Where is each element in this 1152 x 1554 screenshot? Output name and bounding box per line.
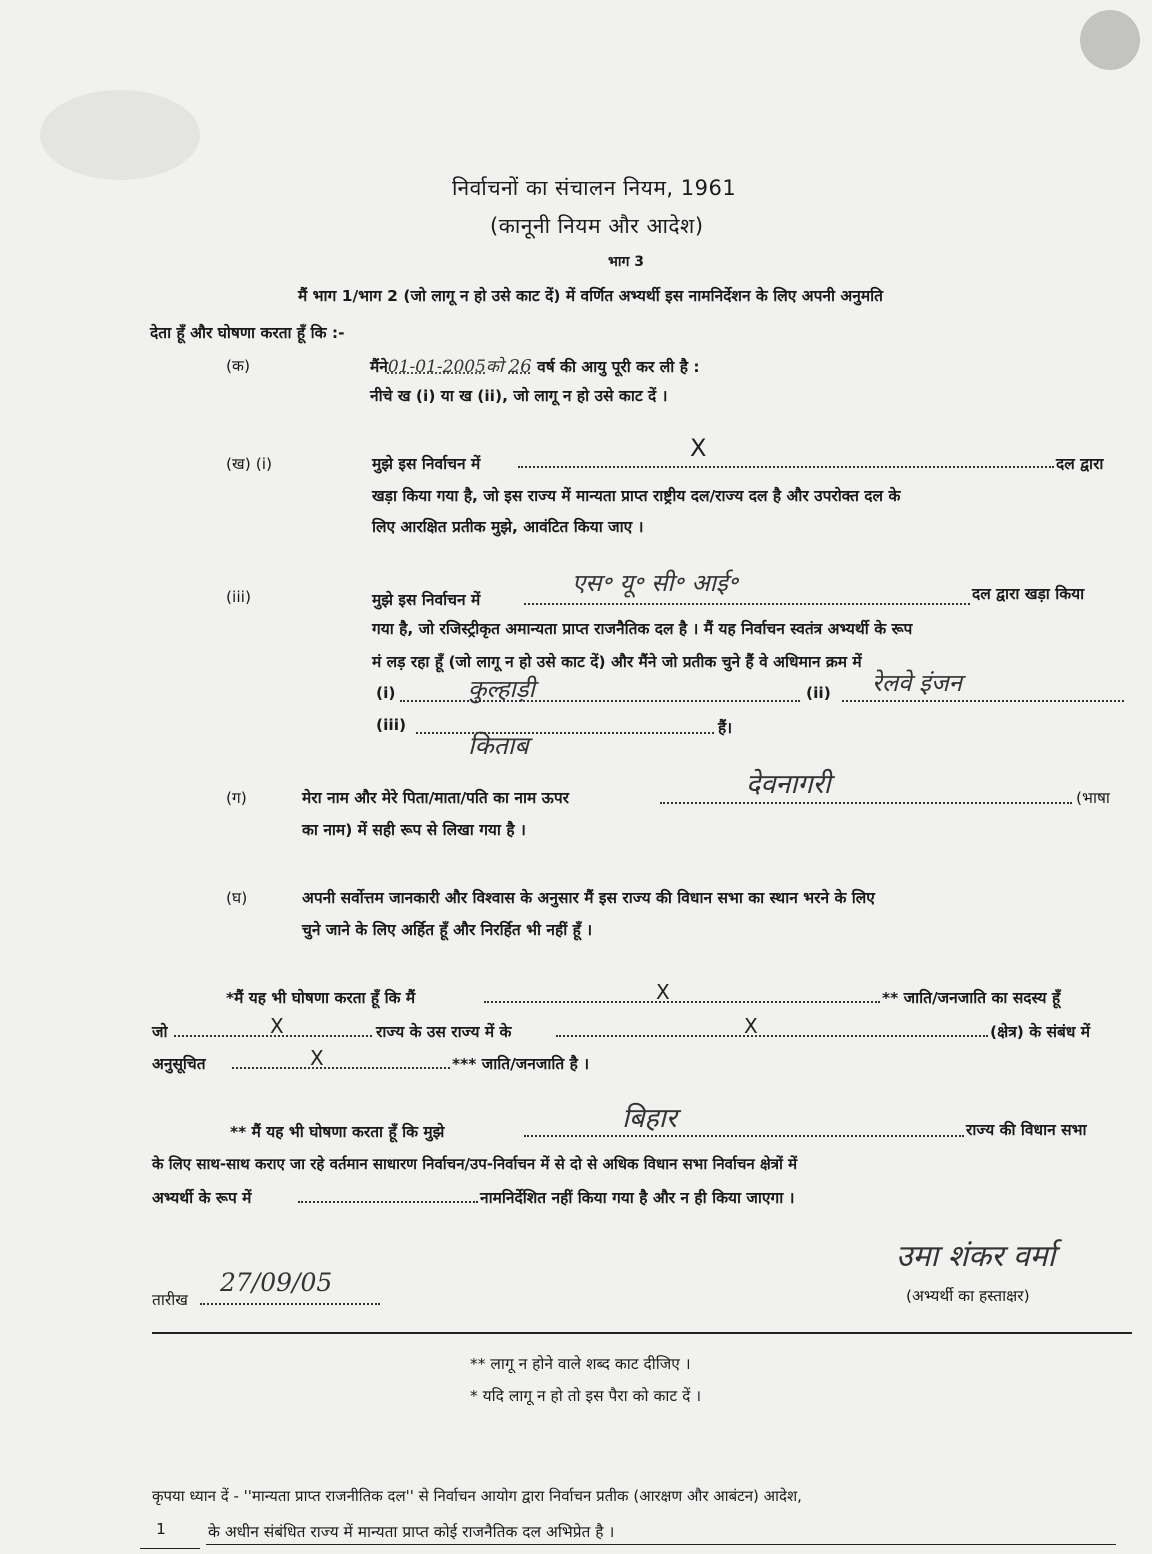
clause-kha-i-line-2: खड़ा किया गया है, जो इस राज्य में मान्यता प्राप्त राष्ट्रीय दल/राज्य दल है और उपरोक्त दल के	[372, 487, 901, 505]
caste-line-2-mid: राज्य के उस राज्य में के	[376, 1023, 512, 1041]
multi-line-1-suffix: राज्य की विधान सभा	[966, 1121, 1087, 1139]
footnote-rule	[206, 1544, 1116, 1545]
clause-kha-i-prefix: मुझे इस निर्वाचन में	[372, 455, 481, 473]
separator-line	[152, 1332, 1132, 1334]
symbol-3-dotted-line	[416, 722, 714, 734]
date-handwritten: 27/09/05	[220, 1268, 333, 1297]
symbol-1-label: (i)	[376, 684, 396, 702]
symbol-2-handwritten: रेलवे इंजन	[872, 669, 962, 697]
symbol-1-handwritten: कुल्हाड़ी	[468, 675, 535, 703]
clause-ga-line-2: का नाम) में सही रूप से लिखा गया है ।	[302, 821, 526, 839]
multi-line-2: के लिए साथ-साथ कराए जा रहे वर्तमान साधारण निर्वाचन/उप-निर्वाचन में से दो से अधिक विधान सभा निर्वाचन क्षेत्रों में	[152, 1155, 798, 1173]
signature-caption: (अभ्यर्थी का हस्ताक्षर)	[906, 1287, 1030, 1305]
scheduled-caste-cross-mark: X	[310, 1046, 324, 1070]
clause-ga-suffix: (भाषा	[1076, 789, 1110, 807]
note-strike-para: * यदि लागू न हो तो इस पैरा को काट दें ।	[470, 1387, 702, 1405]
clause-gha-label: (घ)	[226, 889, 248, 907]
clause-ka-label: (क)	[226, 357, 250, 375]
footnote-left-rule	[140, 1548, 200, 1549]
caste-name-cross-mark: X	[656, 980, 670, 1004]
state-handwritten: बिहार	[622, 1103, 677, 1134]
intro-line-2: देता हूँ और घोषणा करता हूँ कि :-	[150, 324, 345, 342]
registered-party-handwritten: एस॰ यू॰ सी॰ आई॰	[572, 569, 738, 597]
symbol-3-handwritten: किताब	[468, 731, 529, 760]
note-strike-words: ** लागू न होने वाले शब्द काट दीजिए ।	[470, 1355, 691, 1373]
age-date-handwritten: 01-01-2005	[387, 357, 486, 377]
multi-line-3-prefix: अभ्यर्थी के रूप में	[152, 1189, 252, 1207]
clause-kha-i-suffix: दल द्वारा	[1056, 455, 1104, 473]
caste-line-1-prefix: *मैं यह भी घोषणा करता हूँ कि मैं	[226, 989, 416, 1007]
ko-handwritten: को	[485, 357, 504, 377]
form-title: निर्वाचनों का संचालन नियम, 1961	[452, 176, 737, 200]
candidate-signature: उमा शंकर वर्मा	[896, 1239, 1056, 1274]
scan-smudge	[40, 90, 200, 180]
caste-line-3-suffix: *** जाति/जनजाति है ।	[452, 1055, 590, 1073]
age-handwritten: 26	[508, 356, 532, 377]
caste-state-cross-mark: X	[270, 1014, 284, 1038]
caste-area-cross-mark: X	[744, 1014, 758, 1038]
clause-kha-i-label: (ख) (i)	[226, 455, 273, 473]
intro-line-1: मैं भाग 1/भाग 2 (जो लागू न हो उसे काट दें) में वर्णित अभ्यर्थी इस नामनिर्देशन के लिए अपनी अनुमति	[298, 287, 883, 305]
symbol-2-label: (ii)	[806, 684, 831, 702]
caste-line-3-prefix: अनुसूचित	[152, 1055, 206, 1073]
date-label: तारीख	[152, 1291, 188, 1309]
caste-line-1-suffix: ** जाति/जनजाति का सदस्य हूँ	[882, 989, 1061, 1007]
clause-kha-i-line-3: लिए आरक्षित प्रतीक मुझे, आवंटित किया जाए ।	[372, 518, 644, 536]
caste-area-dotted-line	[556, 1025, 988, 1037]
symbol-1-dotted-line	[400, 690, 800, 702]
caste-line-2-suffix: (क्षेत्र) के संबंध में	[990, 1023, 1091, 1041]
clause-ka-line-2: नीचे ख (i) या ख (ii), जो लागू न हो उसे काट दें ।	[370, 387, 668, 405]
clause-ga-label: (ग)	[226, 789, 247, 807]
multi-line-3-suffix: नामनिर्देशित नहीं किया गया है और न ही किया जाएगा ।	[480, 1189, 795, 1207]
clause-ka-line-1	[370, 354, 700, 377]
clause-kha-iii-label: (iii)	[226, 588, 252, 606]
clause-gha-line-2: चुने जाने के लिए अर्हित हूँ और निरर्हित भी नहीं हूँ ।	[302, 921, 593, 939]
caste-line-2-prefix: जो	[152, 1023, 168, 1041]
party-field-dotted-line	[518, 456, 1054, 468]
clause-ka-prefix: मैंने	[370, 358, 388, 376]
footnote-line-1: कृपया ध्यान दें - ''मान्यता प्राप्त राजनीतिक दल'' से निर्वाचन आयोग द्वारा निर्वाचन प्रतीक (आरक्षण और आबंटन) आदेश,	[152, 1487, 802, 1505]
caste-name-dotted-line	[484, 991, 880, 1003]
clause-kha-iii-suffix: दल द्वारा खड़ा किया	[972, 585, 1085, 603]
footnote-number: 1	[156, 1520, 166, 1538]
clause-gha-line-1: अपनी सर्वोत्तम जानकारी और विश्वास के अनुसार मैं इस राज्य की विधान सभा का स्थान भरने के लिए	[302, 889, 875, 907]
state-dotted-line	[524, 1125, 964, 1137]
symbol-3-label: (iii)	[376, 716, 407, 734]
footnote-line-2: के अधीन संबंधित राज्य में मान्यता प्राप्त कोई राजनैतिक दल अभिप्रेत है ।	[208, 1523, 615, 1541]
language-dotted-line	[660, 792, 1072, 804]
symbol-3-suffix: हैं।	[718, 719, 733, 737]
clause-ka-suffix: वर्ष की आयु पूरी कर ली है :	[537, 358, 700, 376]
constituency-count-dotted-line	[298, 1191, 478, 1203]
language-handwritten: देवनागरी	[746, 769, 831, 800]
scan-corner-shadow	[1080, 10, 1140, 70]
clause-ga-prefix: मेरा नाम और मेरे पिता/माता/पति का नाम ऊपर	[302, 789, 569, 807]
clause-kha-iii-line-3: मं लड़ रहा हूँ (जो लागू न हो उसे काट दें) और मैंने जो प्रतीक चुने हैं वे अधिमान क्रम में	[372, 653, 862, 671]
party-field-cross-mark: X	[690, 434, 707, 462]
part-label: भाग 3	[608, 254, 644, 270]
form-subtitle: (कानूनी नियम और आदेश)	[490, 214, 704, 238]
clause-kha-iii-line-2: गया है, जो रजिस्ट्रीकृत अमान्यता प्राप्त राजनैतिक दल है । मैं यह निर्वाचन स्वतंत्र अभ्यर्थी के रूप	[372, 620, 913, 638]
scheduled-caste-dotted-line	[232, 1057, 450, 1069]
clause-kha-iii-prefix: मुझे इस निर्वाचन में	[372, 591, 481, 609]
multi-line-1-prefix: ** मैं यह भी घोषणा करता हूँ कि मुझे	[230, 1123, 445, 1141]
